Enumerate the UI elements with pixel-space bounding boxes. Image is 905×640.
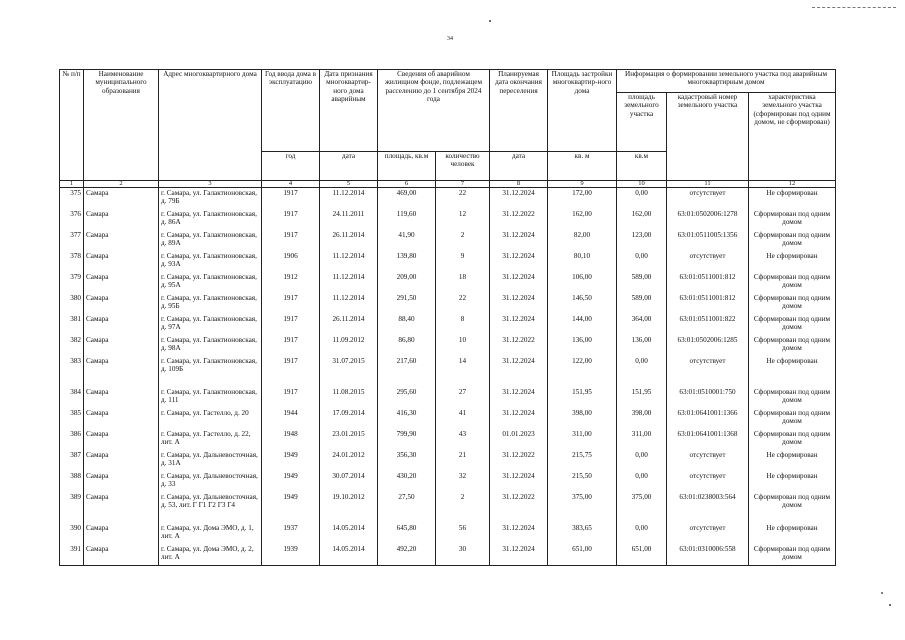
land-status-cell: Сформирован под одним домом — [749, 335, 836, 356]
table-row — [60, 408, 836, 429]
table-row — [60, 429, 836, 450]
year-cell: 1917 — [262, 314, 320, 335]
municipality-cell: Самара — [84, 544, 159, 566]
planned-end-cell: 31.12.2024 — [490, 408, 548, 429]
table-row — [60, 523, 836, 544]
row-number: 378 — [60, 251, 84, 272]
row-number: 389 — [60, 492, 84, 523]
emergency-date-cell: 11.12.2014 — [320, 272, 378, 293]
people-count-cell: 56 — [436, 523, 490, 544]
land-area-cell: 375,00 — [617, 492, 667, 523]
cadastral-number-cell: 63:01:0511001:822 — [667, 314, 749, 335]
year-cell: 1944 — [262, 408, 320, 429]
scan-corner-mark — [812, 7, 896, 8]
year-cell: 1949 — [262, 492, 320, 523]
planned-end-cell: 31.12.2024 — [490, 523, 548, 544]
scan-speck — [489, 20, 491, 22]
planned-end-cell: 31.12.2022 — [490, 492, 548, 523]
fund-area-cell: 799,90 — [378, 429, 436, 450]
row-number: 386 — [60, 429, 84, 450]
address-cell: г. Самара, ул. Галактионовская, д. 93А — [159, 251, 262, 272]
year-cell: 1949 — [262, 471, 320, 492]
building-area-cell: 651,00 — [548, 544, 617, 566]
cadastral-number-cell: 63:01:0641001:1366 — [667, 408, 749, 429]
row-number: 380 — [60, 293, 84, 314]
building-area-cell: 398,00 — [548, 408, 617, 429]
col-number: 7 — [436, 181, 490, 188]
header-cadastral: кадастровый номер земельного участка — [667, 93, 749, 181]
unit-people: количество человек — [436, 152, 490, 181]
land-status-cell: Сформирован под одним домом — [749, 544, 836, 566]
col-number: 3 — [159, 181, 262, 188]
emergency-date-cell: 11.09.2012 — [320, 335, 378, 356]
col-number: 11 — [667, 181, 749, 188]
year-cell: 1939 — [262, 544, 320, 566]
fund-area-cell: 430,20 — [378, 471, 436, 492]
address-cell: г. Самара, ул. Гастелло, д. 20 — [159, 408, 262, 429]
col-number: 4 — [262, 181, 320, 188]
year-cell: 1949 — [262, 450, 320, 471]
building-area-cell: 146,50 — [548, 293, 617, 314]
address-cell: г. Самара, ул. Галактионовская, д. 97А — [159, 314, 262, 335]
header-municipality: Наименование муниципального образования — [84, 70, 159, 181]
scan-speck — [881, 592, 883, 594]
cadastral-number-cell: 63:01:0502006:1278 — [667, 209, 749, 230]
land-area-cell: 151,95 — [617, 387, 667, 408]
row-number: 382 — [60, 335, 84, 356]
planned-end-cell: 31.12.2022 — [490, 450, 548, 471]
people-count-cell: 18 — [436, 272, 490, 293]
emergency-date-cell: 30.07.2014 — [320, 471, 378, 492]
address-cell: г. Самара, ул. Дальневосточная, д. 31А — [159, 450, 262, 471]
land-status-cell: Не сформирован — [749, 188, 836, 210]
land-status-cell: Сформирован под одним домом — [749, 209, 836, 230]
land-status-cell: Сформирован под одним домом — [749, 408, 836, 429]
planned-end-cell: 31.12.2024 — [490, 314, 548, 335]
people-count-cell: 14 — [436, 356, 490, 387]
land-status-cell: Сформирован под одним домом — [749, 314, 836, 335]
land-status-cell: Сформирован под одним домом — [749, 293, 836, 314]
fund-area-cell: 88,40 — [378, 314, 436, 335]
municipality-cell: Самара — [84, 314, 159, 335]
fund-area-cell: 469,00 — [378, 188, 436, 210]
emergency-date-cell: 23.01.2015 — [320, 429, 378, 450]
emergency-date-cell: 26.11.2014 — [320, 230, 378, 251]
year-cell: 1917 — [262, 209, 320, 230]
row-number: 375 — [60, 188, 84, 210]
fund-area-cell: 209,00 — [378, 272, 436, 293]
row-number: 376 — [60, 209, 84, 230]
emergency-date-cell: 11.12.2014 — [320, 293, 378, 314]
fund-area-cell: 27,50 — [378, 492, 436, 523]
table-row — [60, 272, 836, 293]
land-area-cell: 0,00 — [617, 523, 667, 544]
planned-end-cell: 31.12.2024 — [490, 272, 548, 293]
fund-area-cell: 86,80 — [378, 335, 436, 356]
year-cell: 1917 — [262, 188, 320, 210]
header-land-status: характеристика земельного участка (сформирован под одним домом, не сформирован) — [749, 93, 836, 181]
land-area-cell: 0,00 — [617, 251, 667, 272]
municipality-cell: Самара — [84, 293, 159, 314]
address-cell: г. Самара, ул. Галактионовская, д. 86А — [159, 209, 262, 230]
municipality-cell: Самара — [84, 492, 159, 523]
header-year: Год ввода дома в эксплуатацию — [262, 70, 320, 152]
fund-area-cell: 217,60 — [378, 356, 436, 387]
land-status-cell: Сформирован под одним домом — [749, 272, 836, 293]
year-cell: 1917 — [262, 387, 320, 408]
building-area-cell: 82,00 — [548, 230, 617, 251]
land-area-cell: 123,00 — [617, 230, 667, 251]
emergency-date-cell: 26.11.2014 — [320, 314, 378, 335]
municipality-cell: Самара — [84, 209, 159, 230]
cadastral-number-cell: отсутствует — [667, 523, 749, 544]
emergency-date-cell: 14.05.2014 — [320, 544, 378, 566]
land-status-cell: Не сформирован — [749, 251, 836, 272]
land-area-cell: 0,00 — [617, 471, 667, 492]
unit-build-area: кв. м — [548, 152, 617, 181]
cadastral-number-cell: отсутствует — [667, 356, 749, 387]
row-number: 388 — [60, 471, 84, 492]
emergency-date-cell: 31.07.2015 — [320, 356, 378, 387]
col-number: 12 — [749, 181, 836, 188]
building-area-cell: 162,00 — [548, 209, 617, 230]
cadastral-number-cell: 63:01:0502006:1285 — [667, 335, 749, 356]
building-area-cell: 383,65 — [548, 523, 617, 544]
cadastral-number-cell: 63:01:0641001:1368 — [667, 429, 749, 450]
address-cell: г. Самара, ул. Галактионовская, д. 109Б — [159, 356, 262, 387]
planned-end-cell: 31.12.2024 — [490, 251, 548, 272]
land-area-cell: 162,00 — [617, 209, 667, 230]
land-area-cell: 0,00 — [617, 450, 667, 471]
people-count-cell: 9 — [436, 251, 490, 272]
land-area-cell: 589,00 — [617, 272, 667, 293]
people-count-cell: 2 — [436, 492, 490, 523]
municipality-cell: Самара — [84, 335, 159, 356]
fund-area-cell: 291,50 — [378, 293, 436, 314]
year-cell: 1912 — [262, 272, 320, 293]
col-number: 6 — [378, 181, 436, 188]
year-cell: 1917 — [262, 230, 320, 251]
header-emergency-date: Дата признания многоквартир-ного дома аварийным — [320, 70, 378, 152]
people-count-cell: 32 — [436, 471, 490, 492]
table-row — [60, 209, 836, 230]
header-land-info: Информация о формировании земельного участка под аварийным многоквартирным домом — [617, 70, 836, 93]
building-area-cell: 136,00 — [548, 335, 617, 356]
land-area-cell: 364,00 — [617, 314, 667, 335]
emergency-date-cell: 19.10.2012 — [320, 492, 378, 523]
year-cell: 1948 — [262, 429, 320, 450]
year-cell: 1917 — [262, 356, 320, 387]
header-land-area: площадь земельного участка — [617, 93, 667, 152]
planned-end-cell: 31.12.2024 — [490, 387, 548, 408]
building-area-cell: 106,00 — [548, 272, 617, 293]
building-area-cell: 144,00 — [548, 314, 617, 335]
municipality-cell: Самара — [84, 471, 159, 492]
table-row — [60, 387, 836, 408]
land-area-cell: 0,00 — [617, 188, 667, 210]
table-row — [60, 356, 836, 387]
row-number: 390 — [60, 523, 84, 544]
land-area-cell: 651,00 — [617, 544, 667, 566]
planned-end-cell: 31.12.2022 — [490, 335, 548, 356]
fund-area-cell: 139,80 — [378, 251, 436, 272]
municipality-cell: Самара — [84, 429, 159, 450]
column-numbers-row — [60, 181, 836, 188]
unit-end-date: дата — [490, 152, 548, 181]
unit-date: дата — [320, 152, 378, 181]
table-row — [60, 251, 836, 272]
header-fund-info: Сведения об аварийном жилищном фонде, подлежащем расселению до 1 сентября 2024 года — [378, 70, 490, 152]
table-row — [60, 188, 836, 210]
municipality-cell: Самара — [84, 387, 159, 408]
emergency-date-cell: 24.11.2011 — [320, 209, 378, 230]
land-status-cell: Не сформирован — [749, 523, 836, 544]
year-cell: 1937 — [262, 523, 320, 544]
col-number: 2 — [84, 181, 159, 188]
municipality-cell: Самара — [84, 408, 159, 429]
planned-end-cell: 31.12.2024 — [490, 188, 548, 210]
planned-end-cell: 31.12.2022 — [490, 209, 548, 230]
building-area-cell: 215,50 — [548, 471, 617, 492]
people-count-cell: 30 — [436, 544, 490, 566]
address-cell: г. Самара, ул. Дома ЭМО, д. 1, лит. А — [159, 523, 262, 544]
col-number: 5 — [320, 181, 378, 188]
fund-area-cell: 645,80 — [378, 523, 436, 544]
land-status-cell: Сформирован под одним домом — [749, 230, 836, 251]
row-number: 384 — [60, 387, 84, 408]
resettlement-table — [59, 69, 836, 566]
address-cell: г. Самара, ул. Галактионовская, д. 95А — [159, 272, 262, 293]
address-cell: г. Самара, ул. Галактионовская, д. 95Б — [159, 293, 262, 314]
planned-end-cell: 31.12.2024 — [490, 544, 548, 566]
col-number: 10 — [617, 181, 667, 188]
emergency-date-cell: 11.12.2014 — [320, 188, 378, 210]
table-row — [60, 450, 836, 471]
building-area-cell: 172,00 — [548, 188, 617, 210]
year-cell: 1906 — [262, 251, 320, 272]
year-cell: 1917 — [262, 293, 320, 314]
municipality-cell: Самара — [84, 272, 159, 293]
land-status-cell: Сформирован под одним домом — [749, 492, 836, 523]
scan-speck — [889, 604, 891, 606]
building-area-cell: 122,00 — [548, 356, 617, 387]
row-number: 391 — [60, 544, 84, 566]
emergency-date-cell: 14.05.2014 — [320, 523, 378, 544]
land-status-cell: Не сформирован — [749, 356, 836, 387]
row-number: 381 — [60, 314, 84, 335]
building-area-cell: 80,10 — [548, 251, 617, 272]
emergency-date-cell: 11.12.2014 — [320, 251, 378, 272]
fund-area-cell: 41,90 — [378, 230, 436, 251]
col-number: 9 — [548, 181, 617, 188]
table-row — [60, 293, 836, 314]
cadastral-number-cell: отсутствует — [667, 450, 749, 471]
emergency-date-cell: 11.08.2015 — [320, 387, 378, 408]
municipality-cell: Самара — [84, 523, 159, 544]
address-cell: г. Самара, ул. Гастелло, д. 22, лит. А — [159, 429, 262, 450]
people-count-cell: 21 — [436, 450, 490, 471]
address-cell: г. Самара, ул. Дома ЭМО, д. 2, лит. А — [159, 544, 262, 566]
address-cell: г. Самара, ул. Дальневосточная, д. 33 — [159, 471, 262, 492]
municipality-cell: Самара — [84, 251, 159, 272]
people-count-cell: 43 — [436, 429, 490, 450]
fund-area-cell: 295,60 — [378, 387, 436, 408]
land-area-cell: 311,00 — [617, 429, 667, 450]
cadastral-number-cell: 63:01:0510001:750 — [667, 387, 749, 408]
land-area-cell: 589,00 — [617, 293, 667, 314]
land-status-cell: Не сформирован — [749, 450, 836, 471]
building-area-cell: 311,00 — [548, 429, 617, 450]
planned-end-cell: 01.01.2023 — [490, 429, 548, 450]
planned-end-cell: 31.12.2024 — [490, 356, 548, 387]
land-area-cell: 398,00 — [617, 408, 667, 429]
cadastral-number-cell: отсутствует — [667, 188, 749, 210]
header-address: Адрес многоквартирного дома — [159, 70, 262, 181]
people-count-cell: 8 — [436, 314, 490, 335]
header-num: № п/п — [60, 70, 84, 181]
fund-area-cell: 492,20 — [378, 544, 436, 566]
page-number: 34 — [447, 36, 453, 42]
municipality-cell: Самара — [84, 450, 159, 471]
municipality-cell: Самара — [84, 230, 159, 251]
table-row — [60, 471, 836, 492]
table-row — [60, 544, 836, 566]
cadastral-number-cell: 63:01:0511001:812 — [667, 272, 749, 293]
planned-end-cell: 31.12.2024 — [490, 471, 548, 492]
municipality-cell: Самара — [84, 356, 159, 387]
cadastral-number-cell: отсутствует — [667, 471, 749, 492]
fund-area-cell: 416,30 — [378, 408, 436, 429]
people-count-cell: 41 — [436, 408, 490, 429]
col-number: 1 — [60, 181, 84, 188]
header-planned-end: Планируемая дата окончания переселения — [490, 70, 548, 152]
emergency-date-cell: 17.09.2014 — [320, 408, 378, 429]
header-building-area: Площадь застройки многоквартир-ного дома — [548, 70, 617, 152]
people-count-cell: 10 — [436, 335, 490, 356]
address-cell: г. Самара, ул. Галактионовская, д. 98А — [159, 335, 262, 356]
emergency-date-cell: 24.01.2012 — [320, 450, 378, 471]
people-count-cell: 2 — [436, 230, 490, 251]
cadastral-number-cell: 63:01:0511001:812 — [667, 293, 749, 314]
row-number: 377 — [60, 230, 84, 251]
people-count-cell: 27 — [436, 387, 490, 408]
year-cell: 1917 — [262, 335, 320, 356]
fund-area-cell: 356,30 — [378, 450, 436, 471]
cadastral-number-cell: 63:01:0310006:558 — [667, 544, 749, 566]
table-row — [60, 335, 836, 356]
address-cell: г. Самара, ул. Галактионовская, д. 89А — [159, 230, 262, 251]
row-number: 379 — [60, 272, 84, 293]
address-cell: г. Самара, ул. Галактионовская, д. 79Б — [159, 188, 262, 210]
fund-area-cell: 119,60 — [378, 209, 436, 230]
building-area-cell: 151,95 — [548, 387, 617, 408]
building-area-cell: 375,00 — [548, 492, 617, 523]
address-cell: г. Самара, ул. Галактионовская, д. 111 — [159, 387, 262, 408]
address-cell: г. Самара, ул. Дальневосточная, д. 53, лит. Г Г1 Г2 Г3 Г4 — [159, 492, 262, 523]
unit-land-area: кв.м — [617, 152, 667, 181]
table-row — [60, 492, 836, 523]
planned-end-cell: 31.12.2024 — [490, 293, 548, 314]
table-row — [60, 230, 836, 251]
municipality-cell: Самара — [84, 188, 159, 210]
row-number: 385 — [60, 408, 84, 429]
planned-end-cell: 31.12.2024 — [490, 230, 548, 251]
land-area-cell: 0,00 — [617, 356, 667, 387]
cadastral-number-cell: отсутствует — [667, 251, 749, 272]
table-row — [60, 314, 836, 335]
land-status-cell: Сформирован под одним домом — [749, 429, 836, 450]
land-status-cell: Сформирован под одним домом — [749, 387, 836, 408]
col-number: 8 — [490, 181, 548, 188]
land-area-cell: 136,00 — [617, 335, 667, 356]
building-area-cell: 215,75 — [548, 450, 617, 471]
unit-area: площадь, кв.м — [378, 152, 436, 181]
land-status-cell: Не сформирован — [749, 471, 836, 492]
cadastral-number-cell: 63:01:0511005:1356 — [667, 230, 749, 251]
people-count-cell: 12 — [436, 209, 490, 230]
people-count-cell: 22 — [436, 188, 490, 210]
row-number: 387 — [60, 450, 84, 471]
row-number: 383 — [60, 356, 84, 387]
cadastral-number-cell: 63:01:0238003:564 — [667, 492, 749, 523]
unit-year: год — [262, 152, 320, 181]
people-count-cell: 22 — [436, 293, 490, 314]
